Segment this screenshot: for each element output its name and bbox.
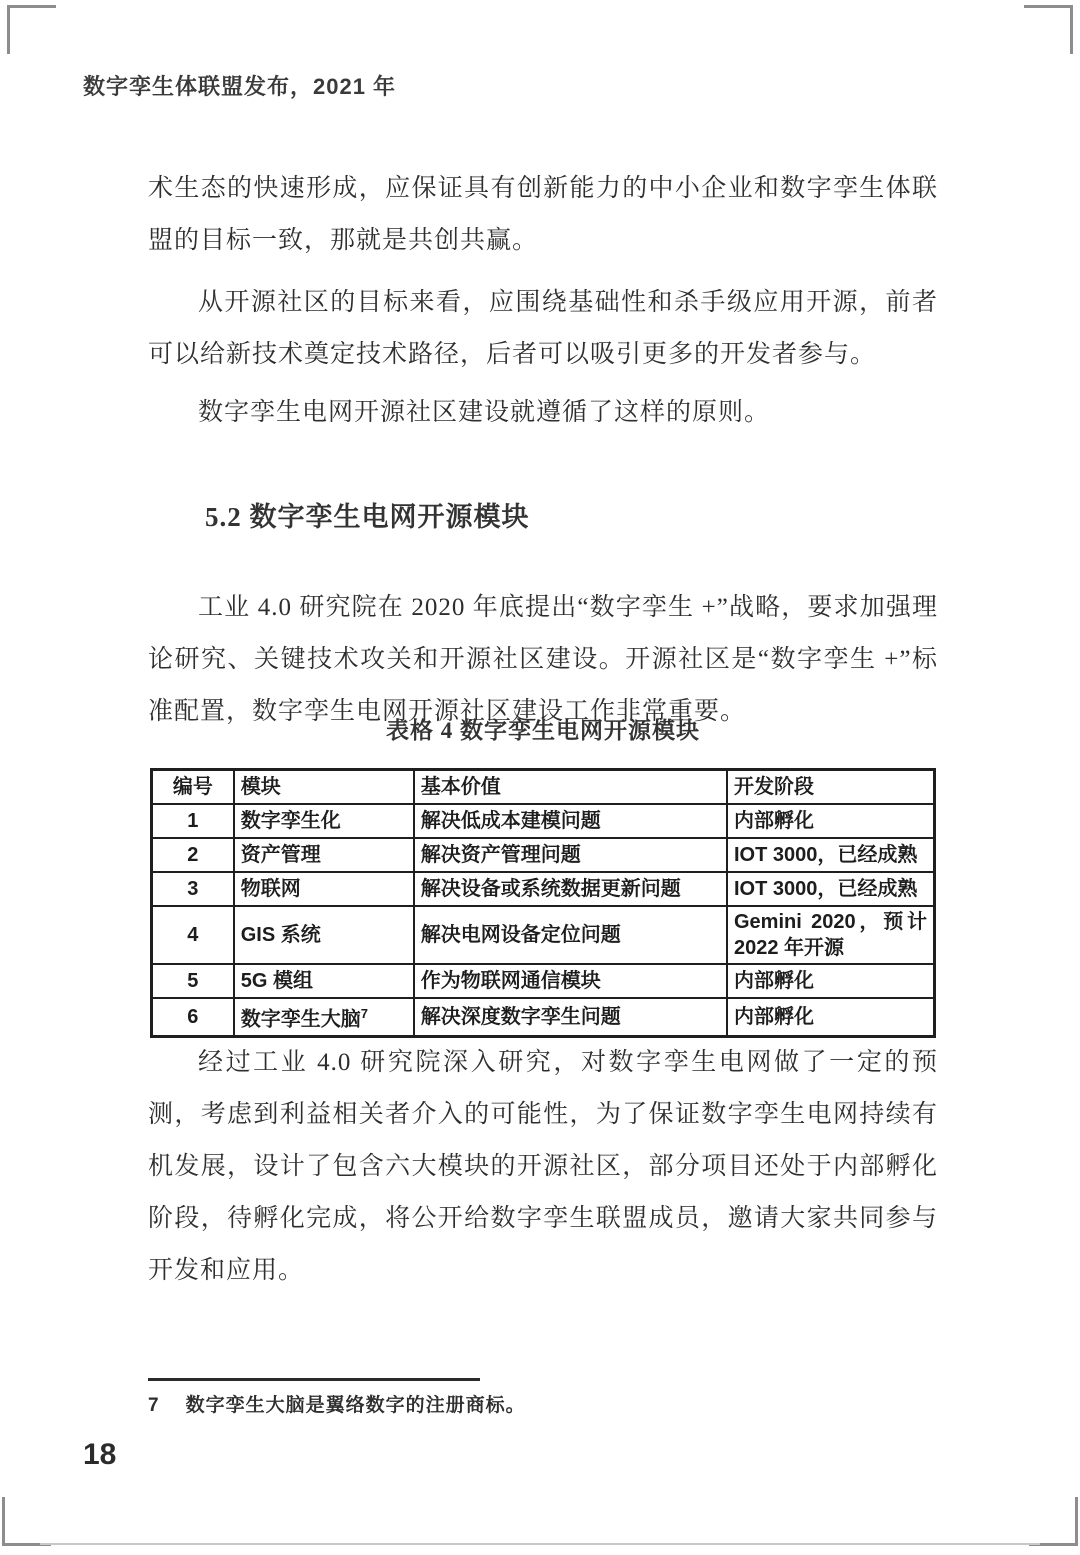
corner-mark-bottom-left xyxy=(2,1497,51,1546)
footnote-divider xyxy=(148,1378,480,1381)
scan-bottom-edge xyxy=(40,1543,1040,1545)
table-cell: IOT 3000，已经成熟 xyxy=(727,872,935,906)
table-cell: 1 xyxy=(152,804,234,838)
table-cell: 2 xyxy=(152,838,234,872)
table-cell: 解决电网设备定位问题 xyxy=(414,906,727,964)
table-cell: 解决设备或系统数据更新问题 xyxy=(414,872,727,906)
paragraph-5: 经过工业 4.0 研究院深入研究，对数字孪生电网做了一定的预测，考虑到利益相关者介入的可能性，为了保证数字孪生电网持续有机发展，设计了包含六大模块的开源社区，部分项目还处于内部孵化阶段，待孵化完成，将公开给数字孪生联盟成员，邀请大家共同参与开发和应用。 xyxy=(148,1049,938,1284)
table-header-row xyxy=(152,770,935,805)
table-cell: Gemini 2020，预计 2022 年开源 xyxy=(727,906,935,964)
footnote xyxy=(148,1390,848,1417)
table-cell: 6 xyxy=(152,998,234,1036)
paragraph-3: 数字孪生电网开源社区建设就遵循了这样的原则。 xyxy=(198,399,771,426)
table-cell: 作为物联网通信模块 xyxy=(414,964,727,998)
footnote-text: 数字孪生大脑是翼络数字的注册商标。 xyxy=(185,1395,526,1416)
corner-mark-top-right xyxy=(1024,5,1073,54)
table-cell: IOT 3000，已经成熟 xyxy=(727,838,935,872)
table-row xyxy=(152,804,935,838)
paragraph-2: 从开源社区的目标来看，应围绕基础性和杀手级应用开源，前者可以给新技术奠定技术路径，后者可以吸引更多的开发者参与。 xyxy=(148,289,938,368)
table-cell: 内部孵化 xyxy=(727,964,935,998)
table-header-cell: 开发阶段 xyxy=(727,770,935,805)
footnote-marker: 7 xyxy=(148,1395,160,1416)
modules-table xyxy=(150,768,936,1038)
table-cell: 内部孵化 xyxy=(727,804,935,838)
table-row xyxy=(152,964,935,998)
table-cell: 数字孪生化 xyxy=(234,804,414,838)
corner-mark-top-left xyxy=(7,5,56,54)
paragraph-1: 术生态的快速形成，应保证具有创新能力的中小企业和数字孪生体联盟的目标一致，那就是共创共赢。 xyxy=(148,175,938,254)
corner-mark-bottom-right xyxy=(1029,1497,1078,1546)
section-title: 5.2 数字孪生电网开源模块 xyxy=(205,502,530,532)
table-cell: 物联网 xyxy=(234,872,414,906)
table-cell: 5G 模组 xyxy=(234,964,414,998)
table-row xyxy=(152,906,935,964)
table-caption: 表格 4 数字孪生电网开源模块 xyxy=(386,718,700,743)
table-header-cell: 模块 xyxy=(234,770,414,805)
module-name: 数字孪生大脑 xyxy=(240,1008,361,1031)
table-row xyxy=(152,998,935,1036)
table-cell: 资产管理 xyxy=(234,838,414,872)
table-cell xyxy=(234,998,414,1036)
page-number: 18 xyxy=(83,1438,117,1471)
table-cell: 解决深度数字孪生问题 xyxy=(414,998,727,1036)
footnote-reference: 7 xyxy=(360,1006,368,1021)
table-cell: 内部孵化 xyxy=(727,998,935,1036)
table-cell: 4 xyxy=(152,906,234,964)
table-cell: 3 xyxy=(152,872,234,906)
table-header-cell: 基本价值 xyxy=(414,770,727,805)
page-header-title: 数字孪生体联盟发布，2021 年 xyxy=(83,74,397,99)
table-row xyxy=(152,872,935,906)
table-header-cell: 编号 xyxy=(152,770,234,805)
table-row xyxy=(152,838,935,872)
paragraph-4: 工业 4.0 研究院在 2020 年底提出“数字孪生 +”战略，要求加强理论研究、关键技术攻关和开源社区建设。开源社区是“数字孪生 +”标准配置，数字孪生电网开源社区建设工作非常重要。 xyxy=(148,594,938,725)
table-cell: 5 xyxy=(152,964,234,998)
table-cell: 解决低成本建模问题 xyxy=(414,804,727,838)
table-cell: GIS 系统 xyxy=(234,906,414,964)
table-cell: 解决资产管理问题 xyxy=(414,838,727,872)
